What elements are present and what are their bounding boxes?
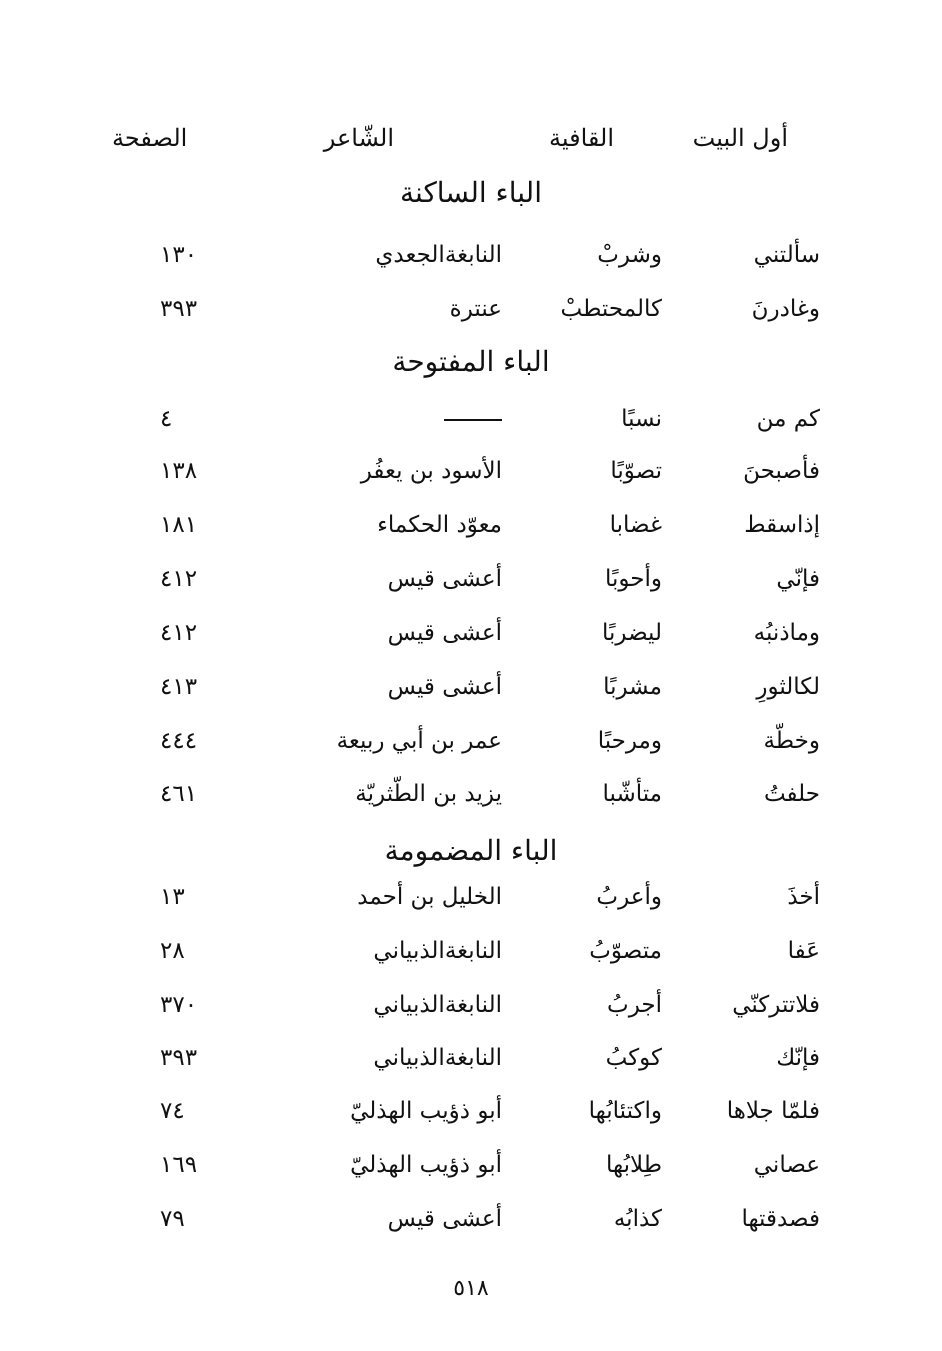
- page-ref: ١٦٩: [160, 1152, 198, 1178]
- verse-start: عصاني: [753, 1152, 820, 1178]
- verse-start: أخذَ: [787, 884, 820, 910]
- rhyme: غضابا: [609, 512, 662, 538]
- poet: النابغةالذبياني: [373, 992, 502, 1018]
- page-ref: ١٨١: [160, 512, 198, 538]
- rhyme: كذابُه: [613, 1206, 662, 1232]
- rhyme: متصوّبُ: [589, 938, 662, 964]
- verse-start: فصدقتها: [741, 1206, 820, 1232]
- verse-start: كم من: [756, 406, 820, 432]
- verse-start: فأصبحنَ: [743, 458, 820, 484]
- poet: الخليل بن أحمد: [357, 884, 502, 910]
- section-title: الباء المفتوحة: [392, 345, 550, 378]
- page-ref: ٤: [160, 406, 173, 432]
- page-number: ٥١٨: [453, 1276, 489, 1301]
- rhyme: تصوّبًا: [610, 458, 662, 484]
- rhyme: نسبًا: [621, 406, 662, 432]
- page-ref: ٧٩: [160, 1206, 185, 1232]
- page-ref: ٤١٣: [160, 674, 198, 700]
- rhyme: ليضربًا: [602, 620, 662, 646]
- poet: أعشى قيس: [387, 566, 502, 592]
- page-ref: ٣٩٣: [160, 1045, 198, 1071]
- verse-start: إذاسقط: [744, 512, 820, 538]
- poet: أبو ذؤيب الهذليّ: [350, 1098, 502, 1124]
- poet: النابغةالذبياني: [373, 1045, 502, 1071]
- verse-start: فإنّي: [776, 566, 820, 592]
- rhyme: كالمحتطبْ: [560, 296, 662, 322]
- page-ref: ١٣٨: [160, 458, 198, 484]
- rhyme: وأحوبًا: [604, 566, 662, 592]
- header-poet: الشّاعر: [323, 124, 394, 152]
- section-title: الباء الساكنة: [400, 176, 542, 209]
- page-ref: ٤١٢: [160, 620, 198, 646]
- verse-start: وماذنبُه: [753, 620, 820, 646]
- poet: أعشى قيس: [387, 620, 502, 646]
- rhyme: واكتئابُها: [588, 1098, 662, 1124]
- poet: أبو ذؤيب الهذليّ: [350, 1152, 502, 1178]
- rhyme: مشربًا: [603, 674, 662, 700]
- poet: عمر بن أبي ربيعة: [336, 728, 502, 754]
- section-title: الباء المضمومة: [384, 834, 558, 867]
- page-ref: ٤٤٤: [160, 728, 198, 754]
- page-ref: ٣٩٣: [160, 296, 198, 322]
- poet-dash: [444, 406, 502, 432]
- verse-start: سألتني: [753, 242, 820, 268]
- ditto-dash: [444, 419, 502, 421]
- verse-start: وغادرنَ: [751, 296, 820, 322]
- poet: الأسود بن يعفُر: [360, 458, 502, 484]
- header-verse: أول البيت: [692, 124, 788, 152]
- verse-start: فلاتتركنّي: [732, 992, 820, 1018]
- rhyme: طِلابُها: [605, 1152, 662, 1178]
- verse-start: عَفا: [787, 938, 820, 964]
- verse-start: فإنّك: [776, 1045, 820, 1071]
- page-ref: ٣٧٠: [160, 992, 198, 1018]
- poet: النابغةالجعدي: [375, 242, 502, 268]
- rhyme: ومرحبًا: [597, 728, 662, 754]
- rhyme: كوكبُ: [605, 1045, 662, 1071]
- header-page: الصفحة: [112, 124, 188, 152]
- header-rhyme: القافية: [548, 124, 614, 152]
- verse-start: حلفتُ: [763, 781, 820, 807]
- rhyme: أجربُ: [607, 992, 662, 1018]
- poet: يزيد بن الطّثريّة: [355, 781, 502, 807]
- page-ref: ٢٨: [160, 938, 185, 964]
- verse-start: وخطّة: [763, 728, 820, 754]
- poet: أعشى قيس: [387, 674, 502, 700]
- page-ref: ٤٦١: [160, 781, 198, 807]
- poet: أعشى قيس: [387, 1206, 502, 1232]
- page-ref: ٧٤: [160, 1098, 185, 1124]
- rhyme: متأشّبا: [602, 781, 662, 807]
- poet: النابغةالذبياني: [373, 938, 502, 964]
- poet: عنترة: [449, 296, 502, 322]
- poet: معوّد الحكماء: [377, 512, 502, 538]
- page-ref: ١٣٠: [160, 242, 198, 268]
- page-ref: ١٣: [160, 884, 185, 910]
- rhyme: وأعربُ: [596, 884, 662, 910]
- page-ref: ٤١٢: [160, 566, 198, 592]
- verse-start: فلمّا جلاها: [726, 1098, 820, 1124]
- rhyme: وشربْ: [597, 242, 662, 268]
- verse-start: لكالثورِ: [756, 674, 820, 700]
